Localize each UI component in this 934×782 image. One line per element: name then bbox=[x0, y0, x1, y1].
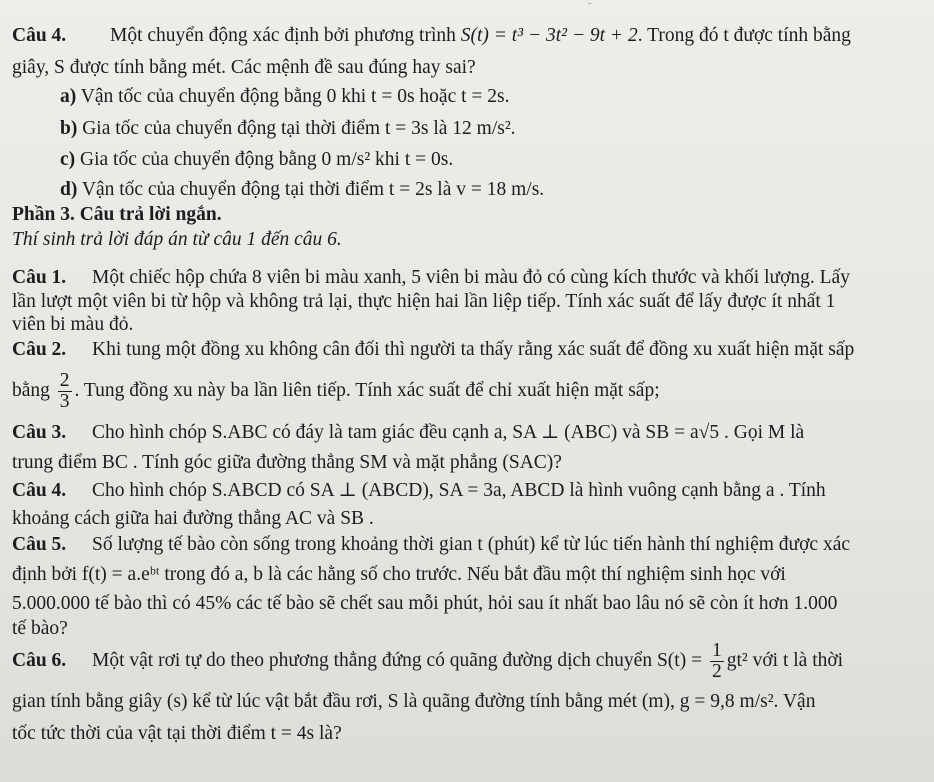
part3-instruction: Thí sinh trả lời đáp án từ câu 1 đến câu 6. bbox=[12, 229, 342, 250]
statement-a-text: Vận tốc của chuyển động bằng 0 khi t = 0s hoặc t = 2s. bbox=[80, 86, 510, 107]
cau4-label: Câu 4. bbox=[12, 25, 67, 46]
q6-frac-den: 2 bbox=[711, 661, 722, 683]
q1-line3: viên bi màu đỏ. bbox=[12, 314, 134, 335]
q6-line1 bbox=[12, 640, 926, 682]
q3-line2: trung điểm BC . Tính góc giữa đường thẳng SM và mặt phẳng (SAC)? bbox=[12, 452, 562, 473]
q2-line1 bbox=[12, 338, 926, 362]
q4-line2: khoảng cách giữa hai đường thẳng AC và SB . bbox=[12, 508, 374, 529]
statement-a bbox=[60, 85, 926, 109]
q5-line3: 5.000.000 tế bào thì có 45% các tế bào sẽ chết sau mỗi phút, hỏi sau ít nhất bao lâu nó sẽ còn ít hơn 1.000 bbox=[12, 593, 838, 614]
q2-text1: Khi tung một đồng xu không cân đối thì người ta thấy rằng xác suất để đồng xu xuất hiện mặt sấp bbox=[92, 339, 855, 360]
q2-line2 bbox=[12, 370, 926, 412]
cau4-line1 bbox=[12, 24, 926, 48]
q1-line1 bbox=[12, 266, 926, 290]
q6-line3: tốc tức thời của vật tại thời điểm t = 4s là? bbox=[12, 723, 342, 744]
q3-text1: Cho hình chóp S.ABC có đáy là tam giác đều cạnh a, SA ⊥ (ABC) và SB = a√5 . Gọi M là bbox=[92, 422, 805, 443]
statement-b-label: b) bbox=[60, 118, 78, 139]
statement-d bbox=[60, 178, 926, 202]
q5-line1 bbox=[12, 533, 926, 557]
q2-fraction bbox=[58, 371, 72, 412]
q2-frac-den: 3 bbox=[59, 391, 70, 413]
q4-line1 bbox=[12, 479, 926, 503]
q4-text1: Cho hình chóp S.ABCD có SA ⊥ (ABCD), SA = 3a, ABCD là hình vuông cạnh bằng a . Tính bbox=[92, 480, 826, 501]
q1-line2: lần lượt một viên bi từ hộp và không trả lại, thực hiện hai lần liệp tiếp. Tính xác suất để lấy được ít nhất 1 bbox=[12, 291, 836, 312]
statement-a-label: a) bbox=[60, 86, 77, 107]
q2-pre: bằng bbox=[12, 380, 50, 401]
q3-line1 bbox=[12, 421, 926, 445]
q6-frac-num: 1 bbox=[711, 640, 722, 662]
q1-label: Câu 1. bbox=[12, 267, 67, 288]
statement-b-text: Gia tốc của chuyển động tại thời điểm t = 3s là 12 m/s². bbox=[82, 118, 516, 139]
q5-line4: tế bào? bbox=[12, 618, 68, 639]
q6-fraction bbox=[710, 641, 724, 682]
q3-label: Câu 3. bbox=[12, 422, 67, 443]
smudge-mark: ˜ bbox=[588, 2, 592, 13]
statement-b bbox=[60, 117, 926, 141]
q2-post: . Tung đồng xu này ba lần liên tiếp. Tính xác suất để chỉ xuất hiện mặt sấp; bbox=[74, 380, 660, 401]
q1-text1: Một chiếc hộp chứa 8 viên bi màu xanh, 5 viên bi màu đỏ có cùng kích thước và khối lượng. Lấy bbox=[92, 267, 850, 288]
q6-line2: gian tính bằng giây (s) kể từ lúc vật bắt đầu rơi, S là quãng đường tính bằng mét (m), g = 9,8 m/s². Vận bbox=[12, 691, 816, 712]
cau4-equation: S(t) = t³ − 3t² − 9t + 2 bbox=[460, 25, 638, 46]
statement-d-text: Vận tốc của chuyển động tại thời điểm t = 2s là v = 18 m/s. bbox=[81, 179, 545, 200]
q5-text1: Số lượng tế bào còn sống trong khoảng thời gian t (phút) kể từ lúc tiến hành thí nghiệm được xác bbox=[92, 534, 851, 555]
q2-frac-num: 2 bbox=[59, 370, 70, 392]
cau4-text-b: . Trong đó t được tính bằng bbox=[637, 25, 851, 46]
q6-label: Câu 6. bbox=[12, 650, 67, 671]
q2-label: Câu 2. bbox=[12, 339, 67, 360]
part3-title: Phần 3. Câu trả lời ngắn. bbox=[12, 204, 222, 225]
cau4-text-a: Một chuyển động xác định bởi phương trình bbox=[110, 25, 456, 46]
q5-line2: định bởi f(t) = a.eᵇᵗ trong đó a, b là các hằng số cho trước. Nếu bắt đầu một thí nghiệm sinh học với bbox=[12, 564, 786, 585]
q4-label: Câu 4. bbox=[12, 480, 67, 501]
statement-c-label: c) bbox=[60, 149, 76, 170]
statement-d-label: d) bbox=[60, 179, 78, 200]
q5-label: Câu 5. bbox=[12, 534, 67, 555]
q6-post: gt² với t là thời bbox=[726, 650, 844, 671]
q6-pre: Một vật rơi tự do theo phương thẳng đứng có quãng đường dịch chuyển S(t) = bbox=[92, 650, 703, 671]
statement-c bbox=[60, 148, 926, 172]
cau4-line2: giây, S được tính bằng mét. Các mệnh đề sau đúng hay sai? bbox=[12, 57, 476, 78]
statement-c-text: Gia tốc của chuyển động bằng 0 m/s² khi t = 0s. bbox=[80, 149, 454, 170]
